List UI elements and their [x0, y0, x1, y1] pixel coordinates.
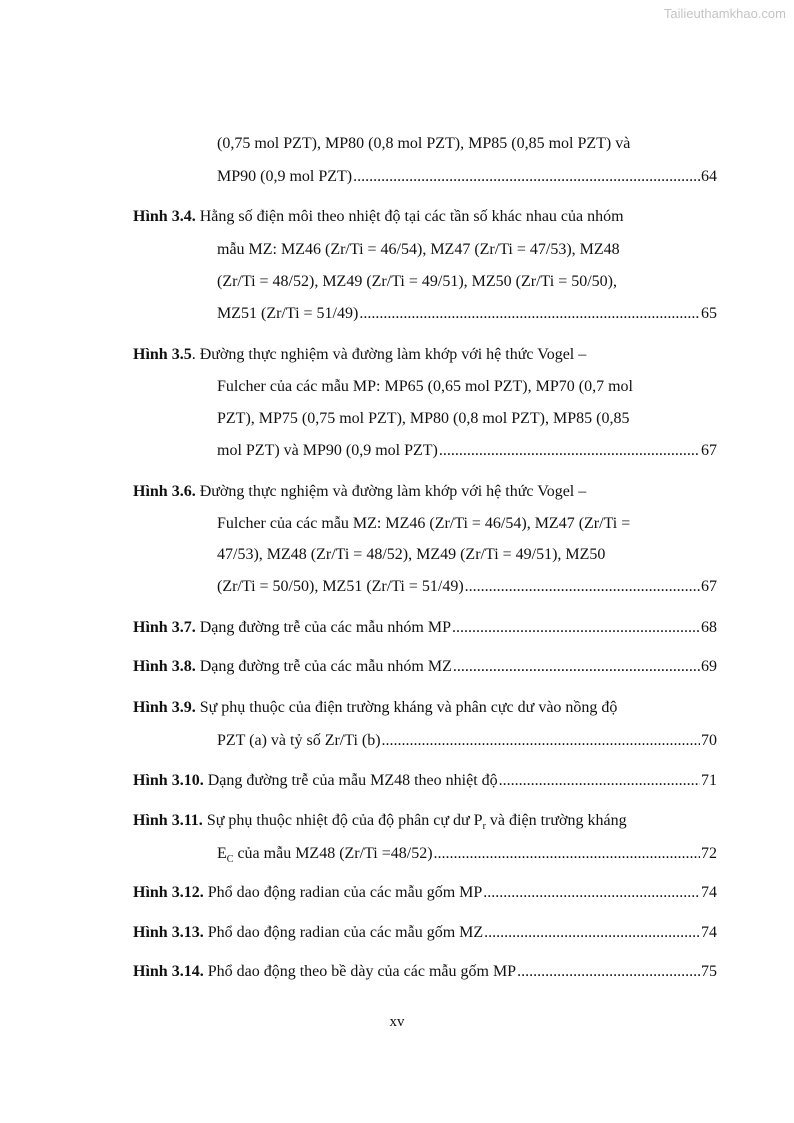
- figure-label: Hình 3.7.: [133, 619, 196, 636]
- entry-text: và điện trường kháng: [485, 812, 627, 829]
- figure-label: Hình 3.12.: [133, 884, 204, 901]
- page-number: 69: [701, 658, 717, 675]
- page-number: 68: [701, 619, 717, 636]
- entry-last-line: [217, 439, 717, 463]
- entry-text-part: của mẫu MZ48 (Zr/Ti =48/52): [233, 845, 433, 862]
- entry-text-line: (0,75 mol PZT), MP80 (0,8 mol PZT), MP85 (0,85 mol PZT) và: [217, 135, 631, 152]
- entry-text: Dạng đường trễ của các mẫu nhóm MZ: [199, 658, 452, 675]
- leader-dots: [453, 655, 700, 679]
- figure-label: Hình 3.14.: [133, 963, 204, 980]
- figure-label: Hình 3.9.: [133, 699, 196, 716]
- leader-dots: [353, 165, 700, 189]
- leader-dots: [499, 769, 700, 793]
- entry-first-line: [133, 205, 624, 229]
- entry-text: Đường thực nghiệm và đường làm khớp với hệ thức Vogel –: [199, 483, 587, 500]
- figure-label: Hình 3.8.: [133, 658, 196, 675]
- entry-single-line: [133, 616, 717, 640]
- figure-label: Hình 3.11.: [133, 812, 203, 829]
- leader-dots: [434, 842, 700, 866]
- entry-text-part: E: [217, 845, 227, 862]
- leader-dots: [484, 921, 700, 945]
- leader-dots: [382, 729, 700, 753]
- subscript: C: [226, 854, 234, 866]
- entry-last-line: [217, 165, 717, 189]
- entry-text: (Zr/Ti = 50/50), MZ51 (Zr/Ti = 51/49): [217, 578, 464, 595]
- entry-text: Sự phụ thuộc nhiệt độ của độ phân cự dư P: [206, 812, 483, 829]
- leader-dots: [465, 575, 700, 599]
- page-number: 74: [701, 884, 717, 901]
- entry-text-line: (Zr/Ti = 48/52), MZ49 (Zr/Ti = 49/51), MZ50 (Zr/Ti = 50/50),: [217, 273, 617, 290]
- watermark: Tailieuthamkhao.com: [663, 6, 786, 21]
- figure-label: Hình 3.13.: [133, 924, 204, 941]
- entry-last-line: [217, 302, 717, 326]
- leader-dots: [439, 439, 700, 463]
- page-number: 75: [701, 963, 717, 980]
- entry-first-line: [133, 480, 586, 504]
- page-number: 74: [701, 924, 717, 941]
- page-number: 71: [701, 772, 717, 789]
- entry-single-line: [133, 921, 717, 945]
- page-number: 72: [701, 845, 717, 862]
- entry-last-line: [217, 842, 717, 866]
- entry-first-line: [133, 696, 617, 720]
- subscript: r: [482, 821, 486, 833]
- entry-text-line: 47/53), MZ48 (Zr/Ti = 48/52), MZ49 (Zr/Ti = 49/51), MZ50: [217, 546, 606, 563]
- page-number: 67: [701, 442, 717, 459]
- entry-text-line: mẫu MZ: MZ46 (Zr/Ti = 46/54), MZ47 (Zr/Ti = 47/53), MZ48: [217, 241, 620, 258]
- entry-text: MZ51 (Zr/Ti = 51/49): [217, 305, 359, 322]
- figure-label: Hình 3.10.: [133, 772, 204, 789]
- entry-last-line: [217, 729, 717, 753]
- page-number: 67: [701, 578, 717, 595]
- leader-dots: [452, 616, 700, 640]
- entry-text: Phổ dao động radian của các mẫu gốm MP: [207, 884, 483, 901]
- entry-text: mol PZT) và MP90 (0,9 mol PZT): [217, 442, 438, 459]
- entry-text: Dạng đường trễ của các mẫu nhóm MP: [199, 619, 451, 636]
- leader-dots: [359, 302, 700, 326]
- entry-first-line: [133, 343, 586, 367]
- entry-text: Dạng đường trễ của mẫu MZ48 theo nhiệt độ: [207, 772, 498, 789]
- entry-text-line: Fulcher của các mẫu MP: MP65 (0,65 mol PZT), MP70 (0,7 mol: [217, 378, 633, 395]
- leader-dots: [517, 960, 700, 984]
- page-number: 70: [701, 732, 717, 749]
- page-number: 64: [701, 168, 717, 185]
- entry-text: [217, 842, 433, 866]
- entry-text: Hằng số điện môi theo nhiệt độ tại các tần số khác nhau của nhóm: [199, 208, 624, 225]
- leader-dots: [483, 881, 700, 905]
- entry-first-line: [133, 809, 627, 833]
- figure-label: Hình 3.4.: [133, 208, 196, 225]
- entry-single-line: [133, 769, 717, 793]
- figure-label: Hình 3.5: [133, 346, 192, 363]
- entry-single-line: [133, 655, 717, 679]
- entry-text: Sự phụ thuộc của điện trường kháng và phân cực dư vào nồng độ: [199, 699, 618, 716]
- entry-text: PZT (a) và tỷ số Zr/Ti (b): [217, 732, 381, 749]
- entry-last-line: [217, 575, 717, 599]
- entry-text: Phổ dao động radian của các mẫu gốm MZ: [207, 924, 484, 941]
- page-footer-number: xv: [389, 1014, 405, 1030]
- entry-single-line: [133, 960, 717, 984]
- figure-label: Hình 3.6.: [133, 483, 196, 500]
- entry-single-line: [133, 881, 717, 905]
- entry-text-line: PZT), MP75 (0,75 mol PZT), MP80 (0,8 mol PZT), MP85 (0,85: [217, 410, 630, 427]
- entry-text: MP90 (0,9 mol PZT): [217, 168, 353, 185]
- entry-text: Phổ dao động theo bề dày của các mẫu gốm MP: [207, 963, 517, 980]
- entry-text: . Đường thực nghiệm và đường làm khớp với hệ thức Vogel –: [191, 346, 587, 363]
- page-number: 65: [701, 305, 717, 322]
- entry-text-line: Fulcher của các mẫu MZ: MZ46 (Zr/Ti = 46/54), MZ47 (Zr/Ti =: [217, 515, 631, 532]
